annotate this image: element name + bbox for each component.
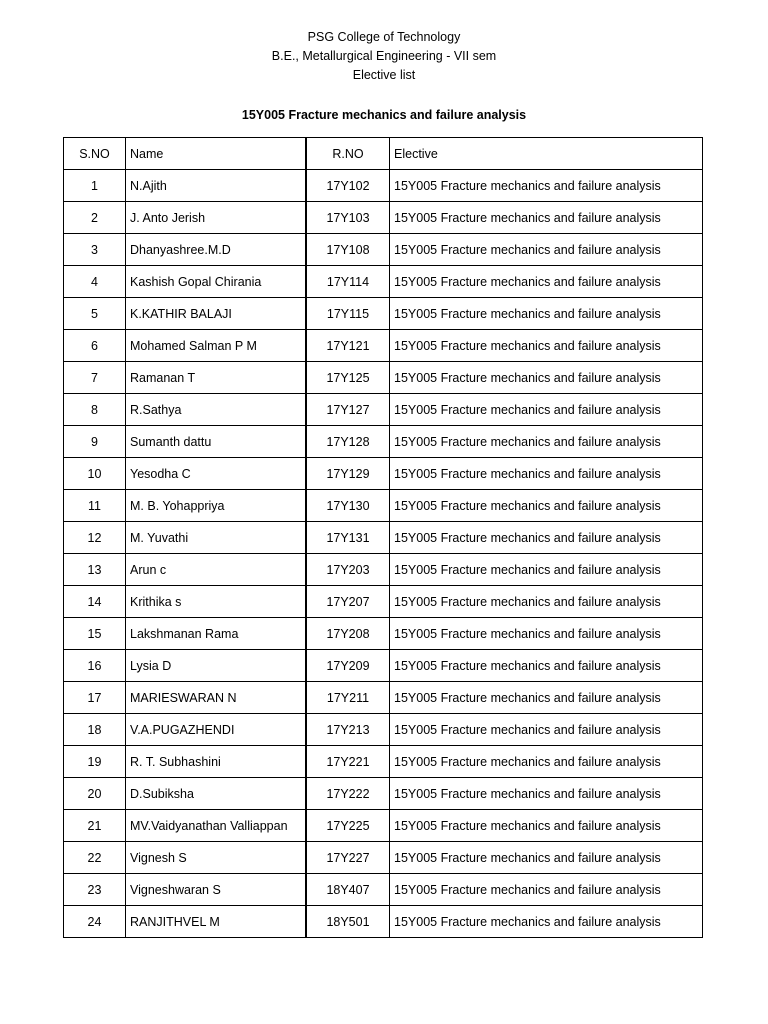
cell-name: Krithika s xyxy=(126,586,307,618)
cell-elective: 15Y005 Fracture mechanics and failure analysis xyxy=(390,650,703,682)
cell-rno: 17Y222 xyxy=(306,778,390,810)
cell-sno: 22 xyxy=(64,842,126,874)
cell-elective: 15Y005 Fracture mechanics and failure analysis xyxy=(390,362,703,394)
table-row xyxy=(64,426,703,458)
cell-name: N.Ajith xyxy=(126,170,307,202)
cell-name: Arun c xyxy=(126,554,307,586)
cell-elective: 15Y005 Fracture mechanics and failure analysis xyxy=(390,426,703,458)
cell-sno: 9 xyxy=(64,426,126,458)
cell-sno: 14 xyxy=(64,586,126,618)
cell-name: MARIESWARAN N xyxy=(126,682,307,714)
cell-rno: 17Y211 xyxy=(306,682,390,714)
cell-rno: 17Y114 xyxy=(306,266,390,298)
table-row xyxy=(64,778,703,810)
college-name: PSG College of Technology xyxy=(307,30,461,44)
cell-elective: 15Y005 Fracture mechanics and failure analysis xyxy=(390,458,703,490)
cell-name: Dhanyashree.M.D xyxy=(126,234,307,266)
table-row xyxy=(64,842,703,874)
table-row xyxy=(64,266,703,298)
column-header-rno: R.NO xyxy=(306,138,390,170)
cell-sno: 6 xyxy=(64,330,126,362)
cell-rno: 18Y407 xyxy=(306,874,390,906)
table-row xyxy=(64,234,703,266)
table-row xyxy=(64,170,703,202)
cell-rno: 17Y213 xyxy=(306,714,390,746)
cell-name: Yesodha C xyxy=(126,458,307,490)
cell-rno: 17Y131 xyxy=(306,522,390,554)
cell-rno: 17Y128 xyxy=(306,426,390,458)
cell-rno: 17Y108 xyxy=(306,234,390,266)
table-row xyxy=(64,394,703,426)
elective-course-title: 15Y005 Fracture mechanics and failure analysis xyxy=(241,108,527,122)
table-body xyxy=(64,170,703,938)
column-header-elective: Elective xyxy=(390,138,703,170)
table-row xyxy=(64,906,703,938)
cell-elective: 15Y005 Fracture mechanics and failure analysis xyxy=(390,298,703,330)
table-row xyxy=(64,554,703,586)
cell-name: K.KATHIR BALAJI xyxy=(126,298,307,330)
document-header xyxy=(0,28,768,85)
cell-elective: 15Y005 Fracture mechanics and failure analysis xyxy=(390,266,703,298)
cell-rno: 17Y121 xyxy=(306,330,390,362)
column-header-name: Name xyxy=(126,138,307,170)
cell-elective: 15Y005 Fracture mechanics and failure analysis xyxy=(390,234,703,266)
cell-sno: 18 xyxy=(64,714,126,746)
cell-name: R.Sathya xyxy=(126,394,307,426)
table-row xyxy=(64,298,703,330)
cell-rno: 18Y501 xyxy=(306,906,390,938)
cell-elective: 15Y005 Fracture mechanics and failure analysis xyxy=(390,682,703,714)
program-name: B.E., Metallurgical Engineering - VII sem xyxy=(271,49,497,63)
cell-rno: 17Y115 xyxy=(306,298,390,330)
cell-name: Vigneshwaran S xyxy=(126,874,307,906)
cell-elective: 15Y005 Fracture mechanics and failure analysis xyxy=(390,522,703,554)
cell-sno: 2 xyxy=(64,202,126,234)
cell-sno: 5 xyxy=(64,298,126,330)
cell-elective: 15Y005 Fracture mechanics and failure analysis xyxy=(390,842,703,874)
cell-name: Vignesh S xyxy=(126,842,307,874)
cell-name: M. Yuvathi xyxy=(126,522,307,554)
cell-name: R. T. Subhashini xyxy=(126,746,307,778)
table-row xyxy=(64,650,703,682)
cell-rno: 17Y129 xyxy=(306,458,390,490)
cell-name: J. Anto Jerish xyxy=(126,202,307,234)
cell-elective: 15Y005 Fracture mechanics and failure analysis xyxy=(390,394,703,426)
elective-table xyxy=(63,137,703,938)
cell-rno: 17Y207 xyxy=(306,586,390,618)
cell-rno: 17Y130 xyxy=(306,490,390,522)
cell-elective: 15Y005 Fracture mechanics and failure analysis xyxy=(390,554,703,586)
table-header-row xyxy=(64,138,703,170)
cell-elective: 15Y005 Fracture mechanics and failure analysis xyxy=(390,906,703,938)
cell-name: Sumanth dattu xyxy=(126,426,307,458)
cell-name: Lysia D xyxy=(126,650,307,682)
cell-rno: 17Y102 xyxy=(306,170,390,202)
cell-rno: 17Y208 xyxy=(306,618,390,650)
table-row xyxy=(64,746,703,778)
cell-elective: 15Y005 Fracture mechanics and failure analysis xyxy=(390,714,703,746)
cell-elective: 15Y005 Fracture mechanics and failure analysis xyxy=(390,170,703,202)
cell-rno: 17Y203 xyxy=(306,554,390,586)
cell-sno: 11 xyxy=(64,490,126,522)
table-row xyxy=(64,490,703,522)
cell-elective: 15Y005 Fracture mechanics and failure analysis xyxy=(390,202,703,234)
cell-name: Lakshmanan Rama xyxy=(126,618,307,650)
cell-name: Ramanan T xyxy=(126,362,307,394)
cell-rno: 17Y225 xyxy=(306,810,390,842)
table-row xyxy=(64,362,703,394)
cell-sno: 3 xyxy=(64,234,126,266)
cell-elective: 15Y005 Fracture mechanics and failure analysis xyxy=(390,618,703,650)
cell-rno: 17Y209 xyxy=(306,650,390,682)
document-title: Elective list xyxy=(352,68,416,82)
cell-sno: 15 xyxy=(64,618,126,650)
cell-sno: 16 xyxy=(64,650,126,682)
cell-name: RANJITHVEL M xyxy=(126,906,307,938)
table-row xyxy=(64,202,703,234)
cell-sno: 21 xyxy=(64,810,126,842)
cell-elective: 15Y005 Fracture mechanics and failure analysis xyxy=(390,586,703,618)
cell-name: M. B. Yohappriya xyxy=(126,490,307,522)
cell-name: V.A.PUGAZHENDI xyxy=(126,714,307,746)
column-header-sno: S.NO xyxy=(64,138,126,170)
cell-sno: 13 xyxy=(64,554,126,586)
cell-sno: 7 xyxy=(64,362,126,394)
cell-sno: 1 xyxy=(64,170,126,202)
cell-elective: 15Y005 Fracture mechanics and failure analysis xyxy=(390,810,703,842)
table-row xyxy=(64,714,703,746)
cell-name: Kashish Gopal Chirania xyxy=(126,266,307,298)
cell-elective: 15Y005 Fracture mechanics and failure analysis xyxy=(390,746,703,778)
cell-name: D.Subiksha xyxy=(126,778,307,810)
cell-sno: 24 xyxy=(64,906,126,938)
table-row xyxy=(64,682,703,714)
cell-sno: 4 xyxy=(64,266,126,298)
cell-elective: 15Y005 Fracture mechanics and failure analysis xyxy=(390,490,703,522)
table-row xyxy=(64,330,703,362)
table-row xyxy=(64,522,703,554)
cell-rno: 17Y125 xyxy=(306,362,390,394)
cell-sno: 20 xyxy=(64,778,126,810)
cell-sno: 17 xyxy=(64,682,126,714)
table-row xyxy=(64,458,703,490)
cell-sno: 23 xyxy=(64,874,126,906)
cell-rno: 17Y103 xyxy=(306,202,390,234)
table-row xyxy=(64,874,703,906)
cell-name: MV.Vaidyanathan Valliappan xyxy=(126,810,307,842)
cell-elective: 15Y005 Fracture mechanics and failure analysis xyxy=(390,874,703,906)
cell-sno: 10 xyxy=(64,458,126,490)
cell-rno: 17Y127 xyxy=(306,394,390,426)
cell-sno: 19 xyxy=(64,746,126,778)
table-row xyxy=(64,810,703,842)
cell-rno: 17Y227 xyxy=(306,842,390,874)
cell-rno: 17Y221 xyxy=(306,746,390,778)
cell-sno: 12 xyxy=(64,522,126,554)
table-row xyxy=(64,618,703,650)
cell-name: Mohamed Salman P M xyxy=(126,330,307,362)
cell-elective: 15Y005 Fracture mechanics and failure analysis xyxy=(390,778,703,810)
table-row xyxy=(64,586,703,618)
cell-sno: 8 xyxy=(64,394,126,426)
cell-elective: 15Y005 Fracture mechanics and failure analysis xyxy=(390,330,703,362)
